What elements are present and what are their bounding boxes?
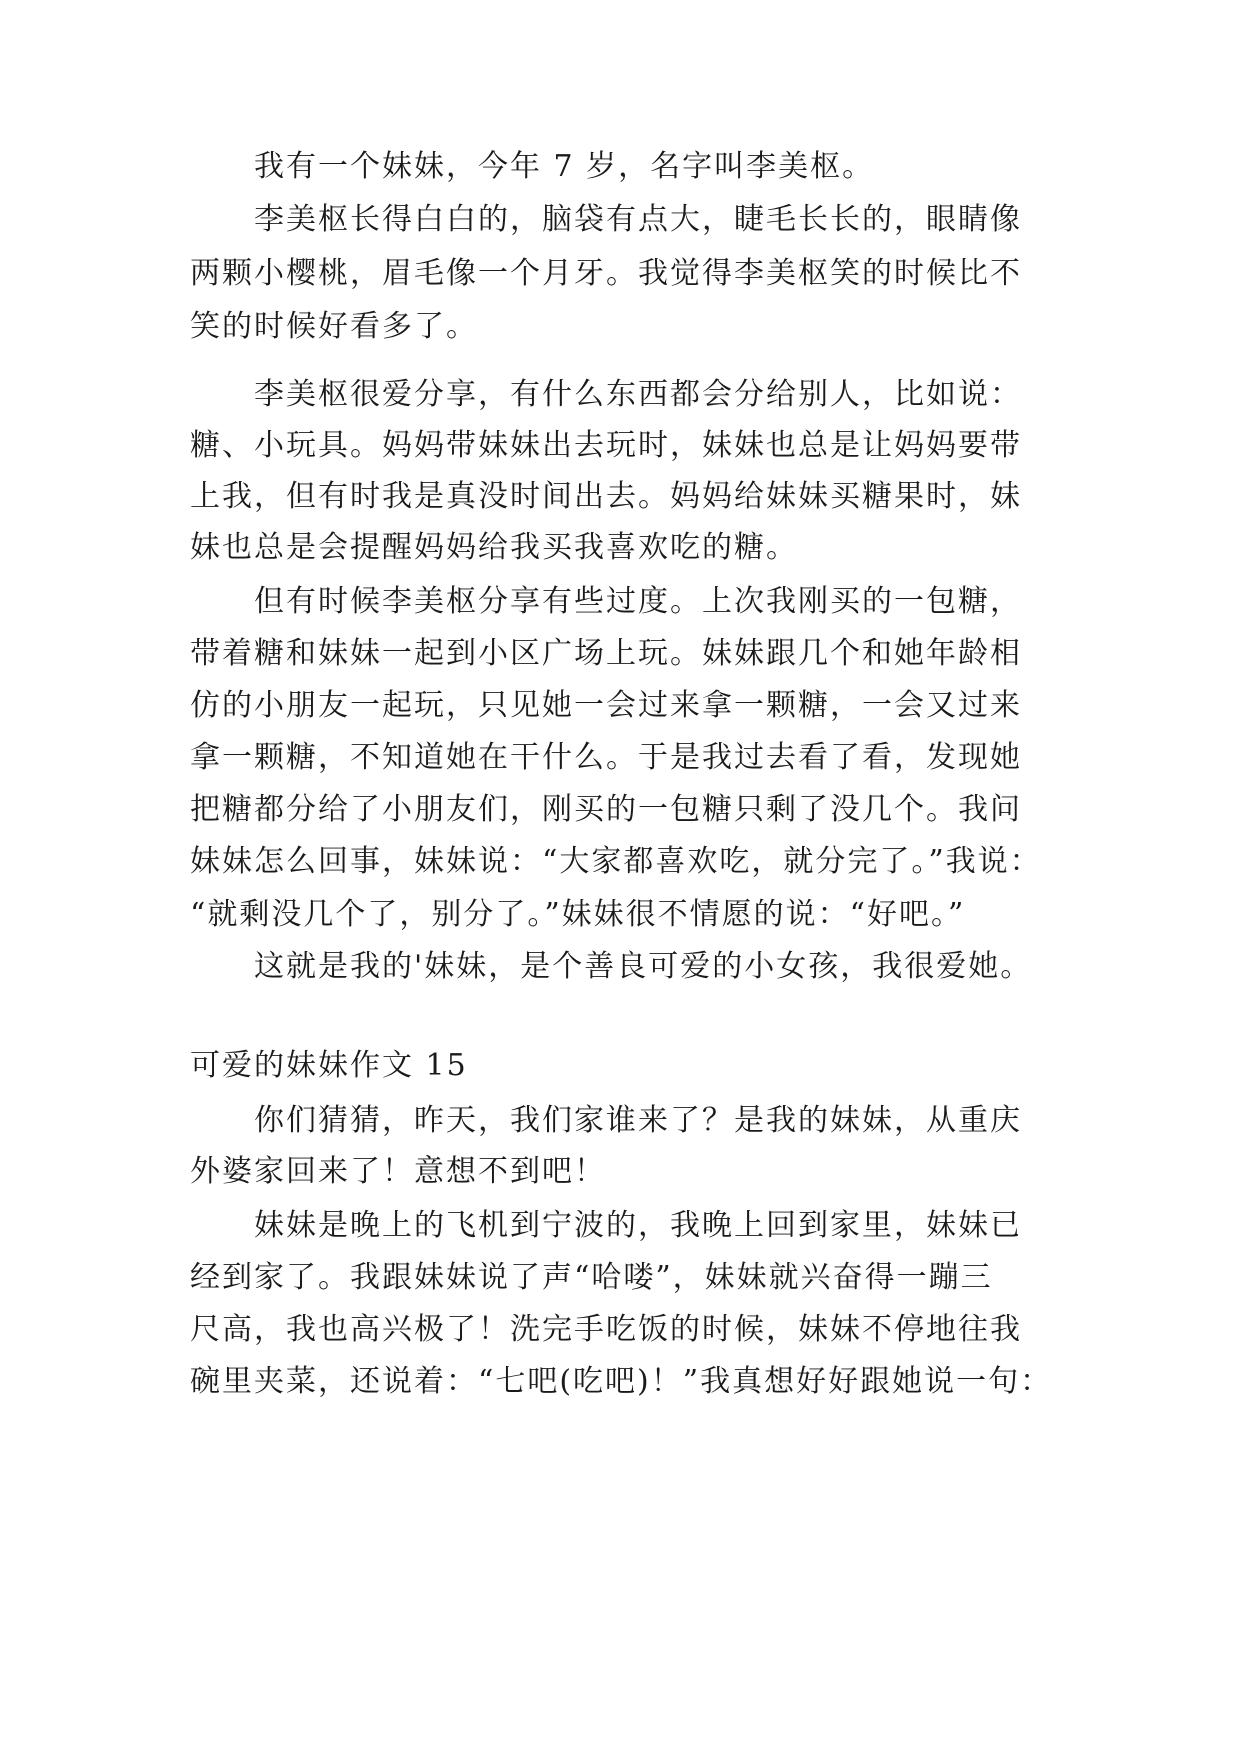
text-line: 经到家了。我跟妹妹说了声“哈喽”，妹妹就兴奋得一蹦三 bbox=[190, 1260, 993, 1295]
text-line: 拿一颗糖，不知道她在干什么。于是我过去看了看，发现她 bbox=[190, 740, 1022, 775]
text-line: 但有时候李美枢分享有些过度。上次我刚买的一包糖， bbox=[254, 584, 1022, 619]
text-line: 仿的小朋友一起玩，只见她一会过来拿一颗糖，一会又过来 bbox=[190, 688, 1022, 723]
text-line: 笑的时候好看多了。 bbox=[190, 309, 478, 344]
text-line: 这就是我的'妹妹，是个善良可爱的小女孩，我很爱她。 bbox=[254, 949, 1033, 984]
section-heading: 可爱的妹妹作文 15 bbox=[190, 1048, 468, 1083]
text-line: 上我，但有时我是真没时间出去。妈妈给妹妹买糖果时，妹 bbox=[190, 479, 1022, 514]
text-line: 李美枢很爱分享，有什么东西都会分给别人，比如说： bbox=[254, 377, 1022, 412]
text-line: “就剩没几个了，别分了。”妹妹很不情愿的说：“好吧。” bbox=[190, 897, 966, 932]
text-line: 尺高，我也高兴极了！洗完手吃饭的时候，妹妹不停地往我 bbox=[190, 1312, 1022, 1347]
text-line: 妹也总是会提醒妈妈给我买我喜欢吃的糖。 bbox=[190, 530, 798, 565]
text-line: 外婆家回来了！意想不到吧！ bbox=[190, 1154, 606, 1189]
text-line: 我有一个妹妹，今年 7 岁，名字叫李美枢。 bbox=[254, 149, 875, 184]
text-line: 妹妹怎么回事，妹妹说：“大家都喜欢吃，就分完了。”我说： bbox=[190, 844, 1042, 879]
text-line: 带着糖和妹妹一起到小区广场上玩。妹妹跟几个和她年龄相 bbox=[190, 636, 1022, 671]
text-line: 糖、小玩具。妈妈带妹妹出去玩时，妹妹也总是让妈妈要带 bbox=[190, 428, 1022, 463]
text-line: 把糖都分给了小朋友们，刚买的一包糖只剩了没几个。我问 bbox=[190, 792, 1022, 827]
text-line: 你们猜猜，昨天，我们家谁来了？是我的妹妹，从重庆 bbox=[254, 1103, 1022, 1138]
text-line: 碗里夹菜，还说着：“七吧(吃吧)！”我真想好好跟她说一句： bbox=[190, 1364, 1053, 1399]
text-line: 两颗小樱桃，眉毛像一个月牙。我觉得李美枢笑的时候比不 bbox=[190, 256, 1022, 291]
text-line: 李美枢长得白白的，脑袋有点大，睫毛长长的，眼睛像 bbox=[254, 202, 1022, 237]
text-line: 妹妹是晚上的飞机到宁波的，我晚上回到家里，妹妹已 bbox=[254, 1208, 1022, 1243]
